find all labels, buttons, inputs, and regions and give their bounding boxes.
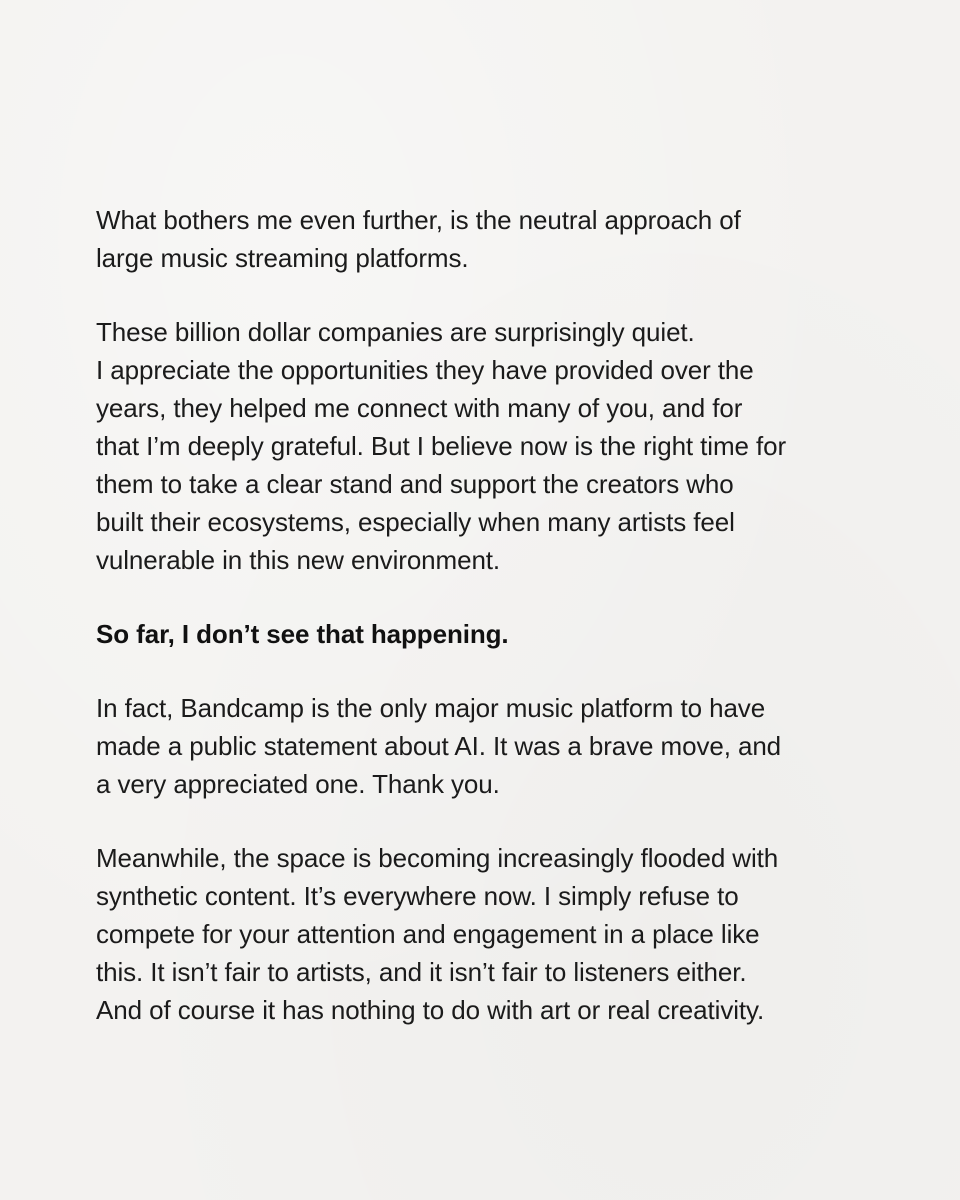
text-line: These billion dollar companies are surprisingly quiet. [96, 317, 695, 347]
text-line: What bothers me even further, is the neutral approach of [96, 205, 741, 235]
paragraph-bandcamp [96, 689, 886, 803]
statement-text-block [96, 201, 886, 1029]
text-line: In fact, Bandcamp is the only major music platform to have [96, 693, 766, 723]
text-line: a very appreciated one. Thank you. [96, 769, 500, 799]
paragraph-platforms-neutral [96, 201, 886, 277]
text-line: that I’m deeply grateful. But I believe now is the right time for [96, 431, 787, 461]
text-line: made a public statement about AI. It was a brave move, and [96, 731, 782, 761]
bold-statement: So far, I don’t see that happening. [96, 619, 509, 649]
text-line: this. It isn’t fair to artists, and it isn’t fair to listeners either. [96, 957, 747, 987]
text-line: years, they helped me connect with many of you, and for [96, 393, 743, 423]
text-line: I appreciate the opportunities they have provided over the [96, 355, 754, 385]
paragraph-emphasis [96, 615, 886, 653]
text-line: Meanwhile, the space is becoming increasingly flooded with [96, 843, 779, 873]
paragraph-companies-quiet [96, 313, 886, 579]
text-line: built their ecosystems, especially when many artists feel [96, 507, 735, 537]
text-line: vulnerable in this new environment. [96, 545, 501, 575]
text-line: them to take a clear stand and support the creators who [96, 469, 734, 499]
text-line: synthetic content. It’s everywhere now. I simply refuse to [96, 881, 739, 911]
text-line: And of course it has nothing to do with art or real creativity. [96, 995, 765, 1025]
text-line: large music streaming platforms. [96, 243, 469, 273]
paragraph-synthetic-content [96, 839, 886, 1029]
text-line: compete for your attention and engagement in a place like [96, 919, 760, 949]
